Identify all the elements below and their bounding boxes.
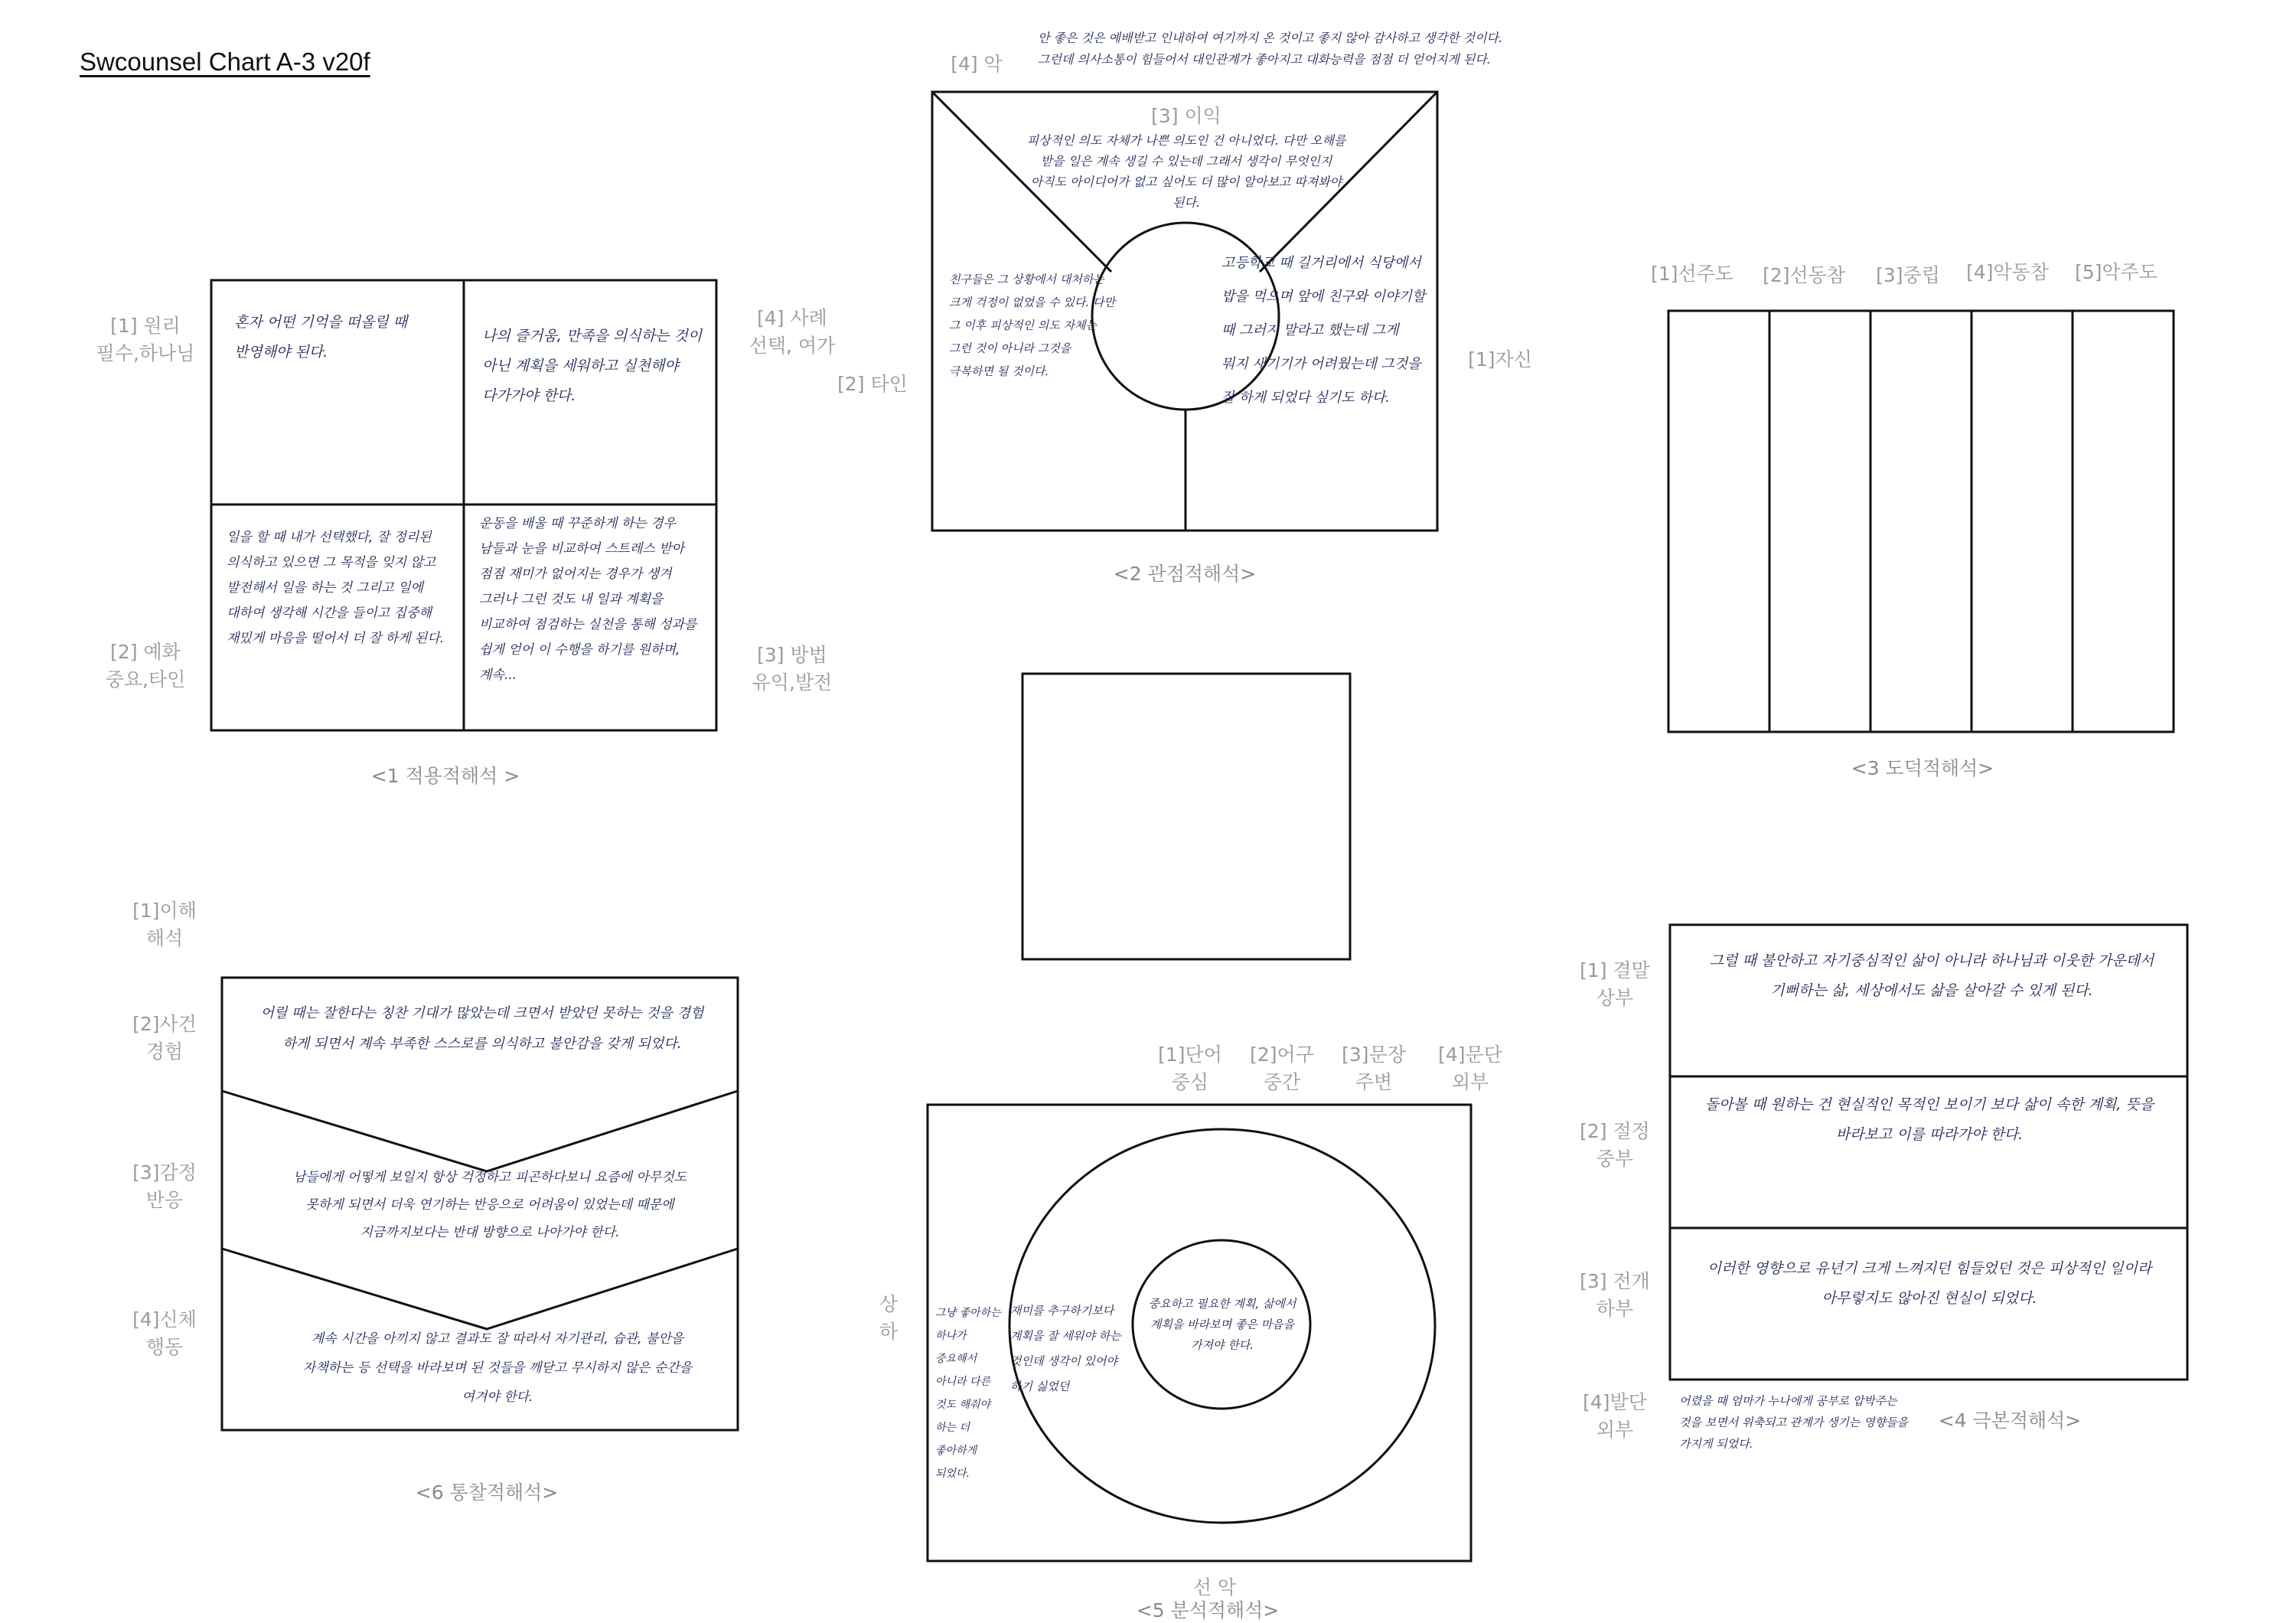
- chart3-col-good-leading: [1]선주도: [1651, 263, 1733, 285]
- chart6-label-emotion: [3]감정 반응: [132, 1161, 197, 1211]
- center-frame: [1022, 674, 1350, 959]
- chart6-caption: <6 통찰적해석>: [415, 1481, 559, 1504]
- chart1-label-method: [3] 방법 유익,발전: [752, 644, 833, 694]
- chart2-caption: <2 관점적해석>: [1113, 563, 1257, 585]
- chart4-label-origin: [4]발단 외부: [1583, 1391, 1647, 1441]
- chart2-note-left: 친구들은 그 상황에서 대처하는 크게 걱정이 없었을 수 있다. 다만 그 이후 피상적인 의도 자체는 그런 것이 아니라 그것을 극복하면 될 것이다.: [949, 273, 1115, 378]
- chart6-note-body: 계속 시간을 아끼지 않고 결과도 잘 따라서 자기관리, 습관, 불안을 자책하는 등 선택을 바라보며 된 것들을 깨닫고 무시하지 않은 순간을 여겨야 한다.: [302, 1331, 693, 1405]
- chart6-note-emotion: 남들에게 어떻게 보일지 항상 걱정하고 피곤하다보니 요즘에 아무것도 못하게 되면서 더욱 연기하는 반응으로 어려움이 있었는데 때문에 지금까지보다는 반대 방향으로 나아가야 한다.: [292, 1170, 687, 1240]
- chart2-label-evil: [4] 악: [951, 53, 1003, 75]
- chart3-caption: <3 도덕적해석>: [1851, 757, 1994, 779]
- chart4-label-development: [3] 전개 하부: [1580, 1270, 1650, 1320]
- chart3-col-evil-leading: [5]악주도: [2075, 261, 2157, 283]
- chart5-note-middle: 재미를 추구하기보다 계획을 잘 세워야 하는 것인데 생각이 있어야 하기 싫었던: [1010, 1304, 1121, 1393]
- chart1-label-principle: [1] 원리 필수,하나님: [96, 315, 195, 364]
- chart5-label-good-evil: 선 악: [1192, 1576, 1237, 1599]
- chart5-label-updown: 상 하: [879, 1293, 899, 1343]
- chart6-label-event: [2]사건 경험: [132, 1013, 197, 1063]
- chart1-label-case: [4] 사례 선택, 여가: [748, 307, 836, 357]
- chart5-label-word: [1]단어 중심: [1158, 1043, 1222, 1093]
- chart1-note-example: 일을 할 때 내가 선택했다, 잘 정리된 의식하고 있으면 그 목적을 잊지 않고 발전해서 일을 하는 것 그리고 일에 대하여 생각해 시간을 들이고 집중해 재밌게 마음을 떨어서 더 잘 하게 된다.: [227, 530, 445, 646]
- chart5-caption: <5 분석적해석>: [1136, 1599, 1280, 1621]
- chart6-note-event: 어릴 때는 잘한다는 칭찬 기대가 많았는데 크면서 받았던 못하는 것을 경험 하게 되면서 계속 부족한 스스로를 의식하고 불안감을 갖게 되었다.: [260, 1005, 704, 1052]
- chart5-label-sentence: [3]문장 주변: [1342, 1043, 1406, 1093]
- chart4-label-climax: [2] 절정 중부: [1580, 1120, 1650, 1170]
- chart1-caption: <1 적용적해석 >: [370, 765, 520, 787]
- chart5-label-phrase: [2]어구 중간: [1250, 1043, 1314, 1093]
- chart1-note-principle: 혼자 어떤 기억을 떠올릴 때 반영해야 된다.: [234, 314, 408, 361]
- chart2-note-top: 안 좋은 것은 예배받고 인내하여 여기까지 온 것이고 좋지 않아 감사하고 생각한 것이다. 그런데 의사소통이 힘들어서 대인관계가 좋아지고 대화능력을 점점 더 얻어지게 된다.: [1038, 31, 1503, 67]
- chart2-label-self: [1]자신: [1468, 348, 1532, 371]
- chart4-label-ending: [1] 결말 상부: [1580, 959, 1650, 1009]
- chart1-note-case: 나의 즐거움, 만족을 의식하는 것이 아닌 계획을 세워하고 실천해야 다가가야 한다.: [482, 328, 703, 404]
- chart6-label-body: [4]신체 행동: [132, 1308, 197, 1358]
- chart2-note-upper: 피상적인 의도 자체가 나쁜 의도인 건 아니었다. 다만 오해를 받을 일은 계속 생길 수 있는데 그래서 생각이 무엇인지 아직도 아이디어가 없고 싶어도 더 많이 알아보고 따져봐야 된다.: [1026, 133, 1346, 210]
- chart4-note-ending: 그럴 때 불안하고 자기중심적인 삶이 아니라 하나님과 이웃한 가운데서 기뻐하는 삶, 세상에서도 삶을 살아갈 수 있게 된다.: [1709, 952, 2154, 999]
- chart1-note-method: 운동을 배울 때 꾸준하게 하는 경우 남들과 눈을 비교하여 스트레스 받아 점점 재미가 없어지는 경우가 생겨 그러나 그런 것도 내 일과 계획을 비교하여 점검하는 실천을 통해 성과를 쉽게 얻어 이 수행을 하기를 원하며, 계속...: [479, 516, 697, 683]
- chart2-note-right: 고등학교 때 길거리에서 식당에서 밥을 먹으며 앞에 친구와 이야기할 때 그러지 말라고 했는데 그게 뭐지 새기기가 어려웠는데 그것을 잘 하게 되었다 싶기도 하다.: [1221, 255, 1426, 406]
- chart4-note-development: 이러한 영향으로 유년기 크게 느껴지던 힘들었던 것은 피상적인 일이라 아무렇지도 않아진 현실이 되었다.: [1707, 1260, 2152, 1307]
- chart3-col-neutral: [3]중립: [1876, 264, 1940, 286]
- chart1-label-example: [2] 예화 중요,타인: [105, 641, 186, 691]
- chart5-note-outer: 그냥 좋아하는 하나가 중요해서 아니라 다른 것도 해줘야 하는 더 좋아하게 되었다.: [935, 1307, 1001, 1480]
- chart3-frame: [1668, 311, 2174, 732]
- chart2-label-others: [2] 타인: [837, 373, 908, 395]
- chart-title: Swcounsel Chart A-3 v20f: [80, 47, 370, 76]
- chart3-col-evil-joining: [4]악동참: [1966, 261, 2049, 283]
- chart4-caption: <4 극본적해석>: [1938, 1409, 2082, 1432]
- chart2-label-benefit: [3] 이익: [1151, 105, 1221, 127]
- chart5-label-paragraph: [4]문단 외부: [1438, 1043, 1502, 1093]
- chart5-note-center: 중요하고 필요한 계획, 삶에서 계획을 바라보며 좋은 마음을 가져야 한다.: [1148, 1297, 1296, 1352]
- chart4-note-origin: 어렸을 때 엄마가 누나에게 공부로 압박주는 것을 보면서 위축되고 관계가 생기는 영향들을 가지게 되었다.: [1679, 1394, 1909, 1451]
- chart4-note-climax: 돌아볼 때 원하는 건 현실적인 목적인 보이기 보다 삶이 속한 계획, 뜻을 바라보고 이를 따라가야 한다.: [1704, 1096, 2154, 1143]
- chart6-label-understanding: [1]이해 해석: [132, 900, 197, 949]
- chart3-col-good-joining: [2]선동참: [1763, 264, 1845, 286]
